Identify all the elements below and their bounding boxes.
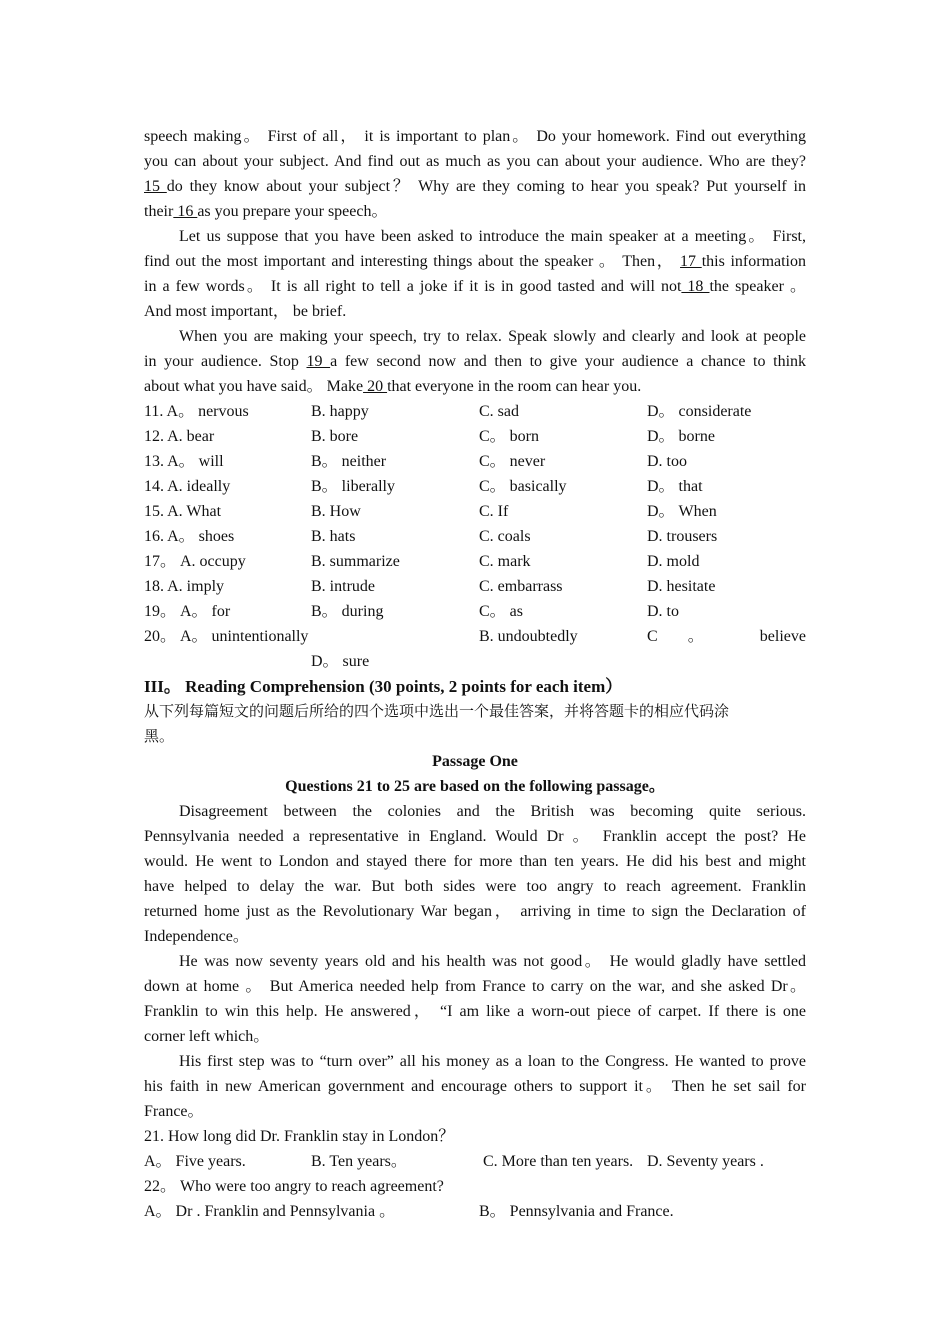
blank-16: 16	[173, 203, 198, 220]
option-c: C. coals	[479, 528, 531, 545]
option-a: 15. A. What	[144, 503, 222, 520]
text-run: their	[144, 203, 174, 220]
option-b: B. undoubtedly	[479, 628, 578, 645]
option-a: 19。 A。 for	[144, 603, 231, 620]
option-row-20-cont	[144, 649, 806, 674]
passage-title: Passage One	[432, 753, 518, 770]
question-21-stem: 21. How long did Dr. Franklin stay in London？	[144, 1128, 455, 1145]
option-c: C。 never	[479, 453, 546, 470]
option-b: B。 during	[311, 603, 384, 620]
option-c: C 。 believe	[647, 628, 806, 645]
option-d: D。 borne	[647, 428, 715, 445]
text-line: down at home 。 But America needed help from France to carry on the war, and she asked Dr。	[144, 978, 806, 995]
option-b: B。 neither	[311, 453, 387, 470]
option-a: A。 Five years.	[144, 1153, 246, 1170]
option-a: 13. A。 will	[144, 453, 224, 470]
blank-18: 18	[681, 278, 710, 295]
instruction-text: 黑。	[144, 727, 175, 745]
text-line: speech making。 First of all， it is important to plan。 Do your homework. Find out everything	[144, 128, 806, 145]
text-line: France。	[144, 1103, 204, 1120]
passage-paragraph-1	[144, 124, 806, 224]
option-d: D。 considerate	[647, 403, 752, 420]
text-line: have helped to delay the war. But both sides were too angry to reach agreement. Franklin	[144, 878, 806, 895]
text-line: corner left which。	[144, 1028, 270, 1045]
option-c: C。 born	[479, 428, 540, 445]
question-22-options	[144, 1199, 806, 1224]
text-line	[144, 199, 806, 224]
blank-20: 20	[363, 378, 388, 395]
text-line: When you are making your speech, try to relax. Speak slowly and clearly and look at people	[179, 328, 806, 345]
cloze-options	[144, 399, 806, 674]
blank-15: 15	[144, 178, 167, 195]
option-row-11	[144, 399, 806, 424]
option-d: D。 sure	[311, 653, 370, 670]
text-line: And most important， be brief.	[144, 303, 347, 320]
question-22-stem: 22。 Who were too angry to reach agreement?	[144, 1178, 444, 1195]
text-run: in your audience. Stop	[144, 353, 307, 370]
text-line: He was now seventy years old and his health was not good。 He would gladly have settled	[179, 953, 806, 970]
option-b: B。 liberally	[311, 478, 395, 495]
option-c: C. sad	[479, 403, 519, 420]
text-line: his faith in new American government and encourage others to support it。 Then he set sail for	[144, 1078, 806, 1095]
option-a: A。 Dr . Franklin and Pennsylvania 。	[144, 1203, 396, 1220]
option-b: B. happy	[311, 403, 369, 420]
option-c: C. More than ten years.	[483, 1153, 634, 1170]
text-line: Disagreement between the colonies and the British was becoming quite serious.	[179, 803, 806, 820]
text-line	[144, 249, 806, 274]
passage-one-paragraph-2	[144, 949, 806, 1049]
text-run: in a few words。 It is all right to tell a joke if it is in good tasted and will not	[144, 278, 682, 295]
option-a: 18. A. imply	[144, 578, 225, 595]
document-page	[144, 124, 806, 1224]
option-d: D. to	[647, 603, 679, 620]
option-b: B. bore	[311, 428, 359, 445]
text-run: that everyone in the room can hear you.	[387, 378, 642, 395]
option-row-15	[144, 499, 806, 524]
text-run: this information	[701, 253, 806, 270]
text-line: His first step was to “turn over” all his money as a loan to the Congress. He wanted to prove	[179, 1053, 806, 1070]
text-line: Franklin to win this help. He answered， “I am like a worn-out piece of carpet. If there is one	[144, 1003, 806, 1020]
option-b: B. Ten years。	[311, 1153, 407, 1170]
passage-one-paragraph-1	[144, 799, 806, 949]
text-line	[144, 349, 806, 374]
option-b: B. hats	[311, 528, 356, 545]
option-d: D. too	[647, 453, 687, 470]
text-line	[144, 374, 806, 399]
passage-subtitle: Questions 21 to 25 are based on the following passage。	[285, 778, 665, 795]
option-b: B. How	[311, 503, 361, 520]
option-b: B. intrude	[311, 578, 375, 595]
text-run: the speaker 。	[709, 278, 806, 295]
passage-paragraph-2	[144, 224, 806, 324]
question-21-options	[144, 1149, 806, 1174]
option-a: 12. A. bear	[144, 428, 215, 445]
option-c: C. embarrass	[479, 578, 563, 595]
passage-one-paragraph-3	[144, 1049, 806, 1124]
option-a: 16. A。 shoes	[144, 528, 235, 545]
option-a: 11. A。 nervous	[144, 403, 249, 420]
option-c: C. mark	[479, 553, 531, 570]
option-d: D。 that	[647, 478, 703, 495]
option-c: C. If	[479, 503, 509, 520]
option-a: 20。 A。 unintentionally	[144, 628, 309, 645]
option-c: C。 basically	[479, 478, 567, 495]
passage-paragraph-3	[144, 324, 806, 399]
text-run: a few second now and then to give your audience a chance to think	[330, 353, 806, 370]
option-b: B。 Pennsylvania and France.	[479, 1203, 674, 1220]
option-d: D. mold	[647, 553, 700, 570]
blank-17: 17	[680, 253, 702, 270]
option-row-18	[144, 574, 806, 599]
option-row-12	[144, 424, 806, 449]
option-row-17	[144, 549, 806, 574]
option-b: B. summarize	[311, 553, 400, 570]
blank-19: 19	[306, 353, 331, 370]
text-line: returned home just as the Revolutionary War began， arriving in time to sign the Declaration of	[144, 903, 806, 920]
instruction-text: 从下列每篇短文的问题后所给的四个选项中选出一个最佳答案，并将答题卡的相应代码涂	[144, 702, 730, 720]
option-c: C。 as	[479, 603, 524, 620]
text-line: Let us suppose that you have been asked to introduce the main speaker at a meeting。 First,	[179, 228, 806, 245]
option-row-16	[144, 524, 806, 549]
text-run: about what you have said。 Make	[144, 378, 364, 395]
option-d: D。 When	[647, 503, 717, 520]
option-row-20	[144, 624, 806, 649]
text-line	[144, 274, 806, 299]
option-row-13	[144, 449, 806, 474]
text-run: do they know about your subject？ Why are they coming to hear you speak? Put yourself in	[166, 178, 806, 195]
section-heading: III。 Reading Comprehension (30 points, 2 points for each item）	[144, 677, 623, 696]
option-row-19	[144, 599, 806, 624]
text-line: you can about your subject. And find out as much as you can about your audience. Who are they?	[144, 153, 806, 170]
option-row-14	[144, 474, 806, 499]
text-line: Independence。	[144, 928, 249, 945]
option-d: D. Seventy years .	[647, 1153, 764, 1170]
text-run: as you prepare your speech。	[197, 203, 388, 220]
text-run: find out the most important and interesting things about the speaker 。 Then，	[144, 253, 681, 270]
option-a: 14. A. ideally	[144, 478, 231, 495]
text-line: would. He went to London and stayed there for more than ten years. He did his best and might	[144, 853, 806, 870]
option-a: 17。 A. occupy	[144, 553, 246, 570]
option-d: D. hesitate	[647, 578, 716, 595]
option-d: D. trousers	[647, 528, 718, 545]
text-line: Pennsylvania needed a representative in England. Would Dr 。 Franklin accept the post? He	[144, 828, 806, 845]
text-line	[144, 174, 806, 199]
